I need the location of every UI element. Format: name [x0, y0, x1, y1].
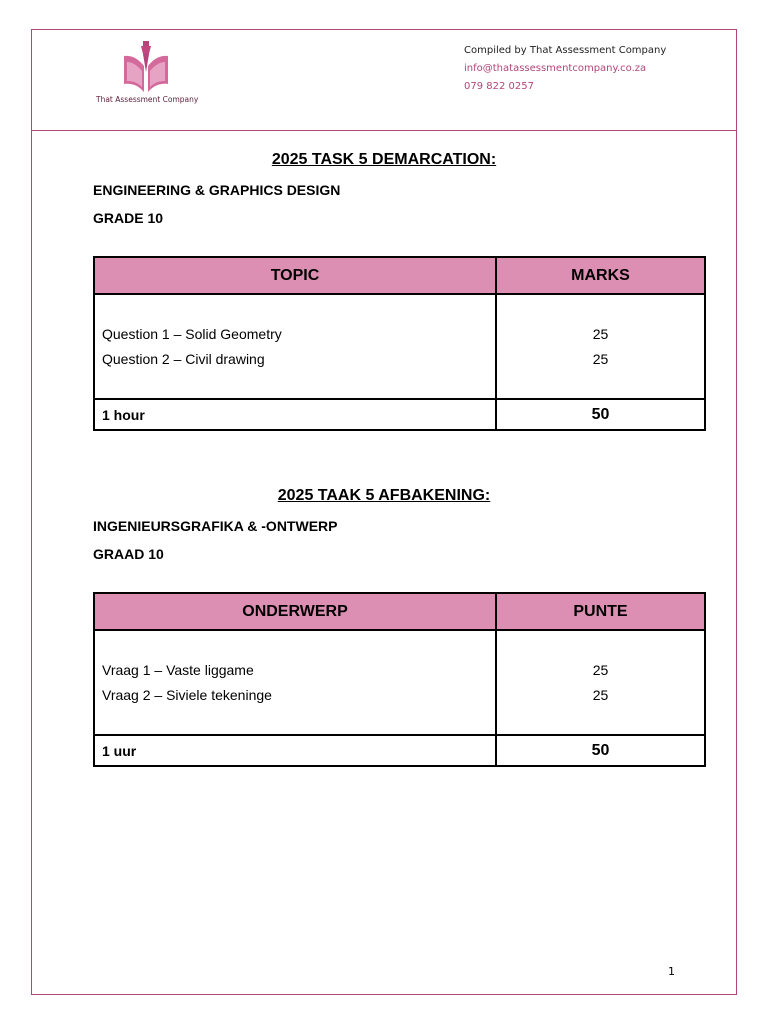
english-grade: GRADE 10 [93, 210, 164, 226]
marks-header: MARKS [496, 257, 705, 294]
english-marks-table [93, 256, 706, 431]
company-logo [96, 40, 206, 108]
question-2-label: Question 2 – Civil drawing [102, 350, 265, 367]
table-header-row [94, 593, 705, 630]
vraag-2-marks: 25 [592, 686, 609, 703]
english-title: 2025 TASK 5 DEMARCATION: [271, 151, 497, 168]
topics-cell [94, 294, 496, 399]
logo-text: That Assessment Company [96, 95, 199, 104]
vraag-1-marks: 25 [592, 661, 609, 678]
marks-cell [496, 630, 705, 735]
page-border [31, 29, 737, 995]
afrikaans-grade: GRAAD 10 [93, 546, 164, 562]
punte-header: PUNTE [496, 593, 705, 630]
table-header-row [94, 257, 705, 294]
table-row [94, 294, 705, 399]
marks-cell [496, 294, 705, 399]
duration-label: 1 uur [94, 735, 496, 766]
vraag-1-label: Vraag 1 – Vaste liggame [102, 661, 254, 678]
question-2-marks: 25 [592, 350, 609, 367]
phone-number: 079 822 0257 [464, 81, 534, 92]
duration-label: 1 hour [94, 399, 496, 430]
question-1-marks: 25 [592, 325, 609, 342]
afrikaans-title: 2025 TAAK 5 AFBAKENING: [277, 487, 491, 504]
table-footer-row [94, 735, 705, 766]
topics-cell [94, 630, 496, 735]
book-pen-icon [121, 40, 171, 94]
question-1-label: Question 1 – Solid Geometry [102, 325, 282, 342]
company-info [464, 42, 666, 96]
email-link[interactable]: info@thatassessmentcompany.co.za [464, 63, 647, 74]
total-marks: 50 [496, 735, 705, 766]
table-footer-row [94, 399, 705, 430]
english-subject: ENGINEERING & GRAPHICS DESIGN [93, 182, 341, 198]
compiled-by-text: Compiled by That Assessment Company [464, 45, 667, 56]
topic-header: TOPIC [94, 257, 496, 294]
vraag-2-label: Vraag 2 – Siviele tekeninge [102, 686, 272, 703]
afrikaans-marks-table [93, 592, 706, 767]
page-number: 1 [668, 965, 675, 978]
onderwerp-header: ONDERWERP [94, 593, 496, 630]
header-divider [31, 130, 737, 131]
table-row [94, 630, 705, 735]
afrikaans-subject: INGENIEURSGRAFIKA & -ONTWERP [93, 518, 338, 534]
total-marks: 50 [496, 399, 705, 430]
